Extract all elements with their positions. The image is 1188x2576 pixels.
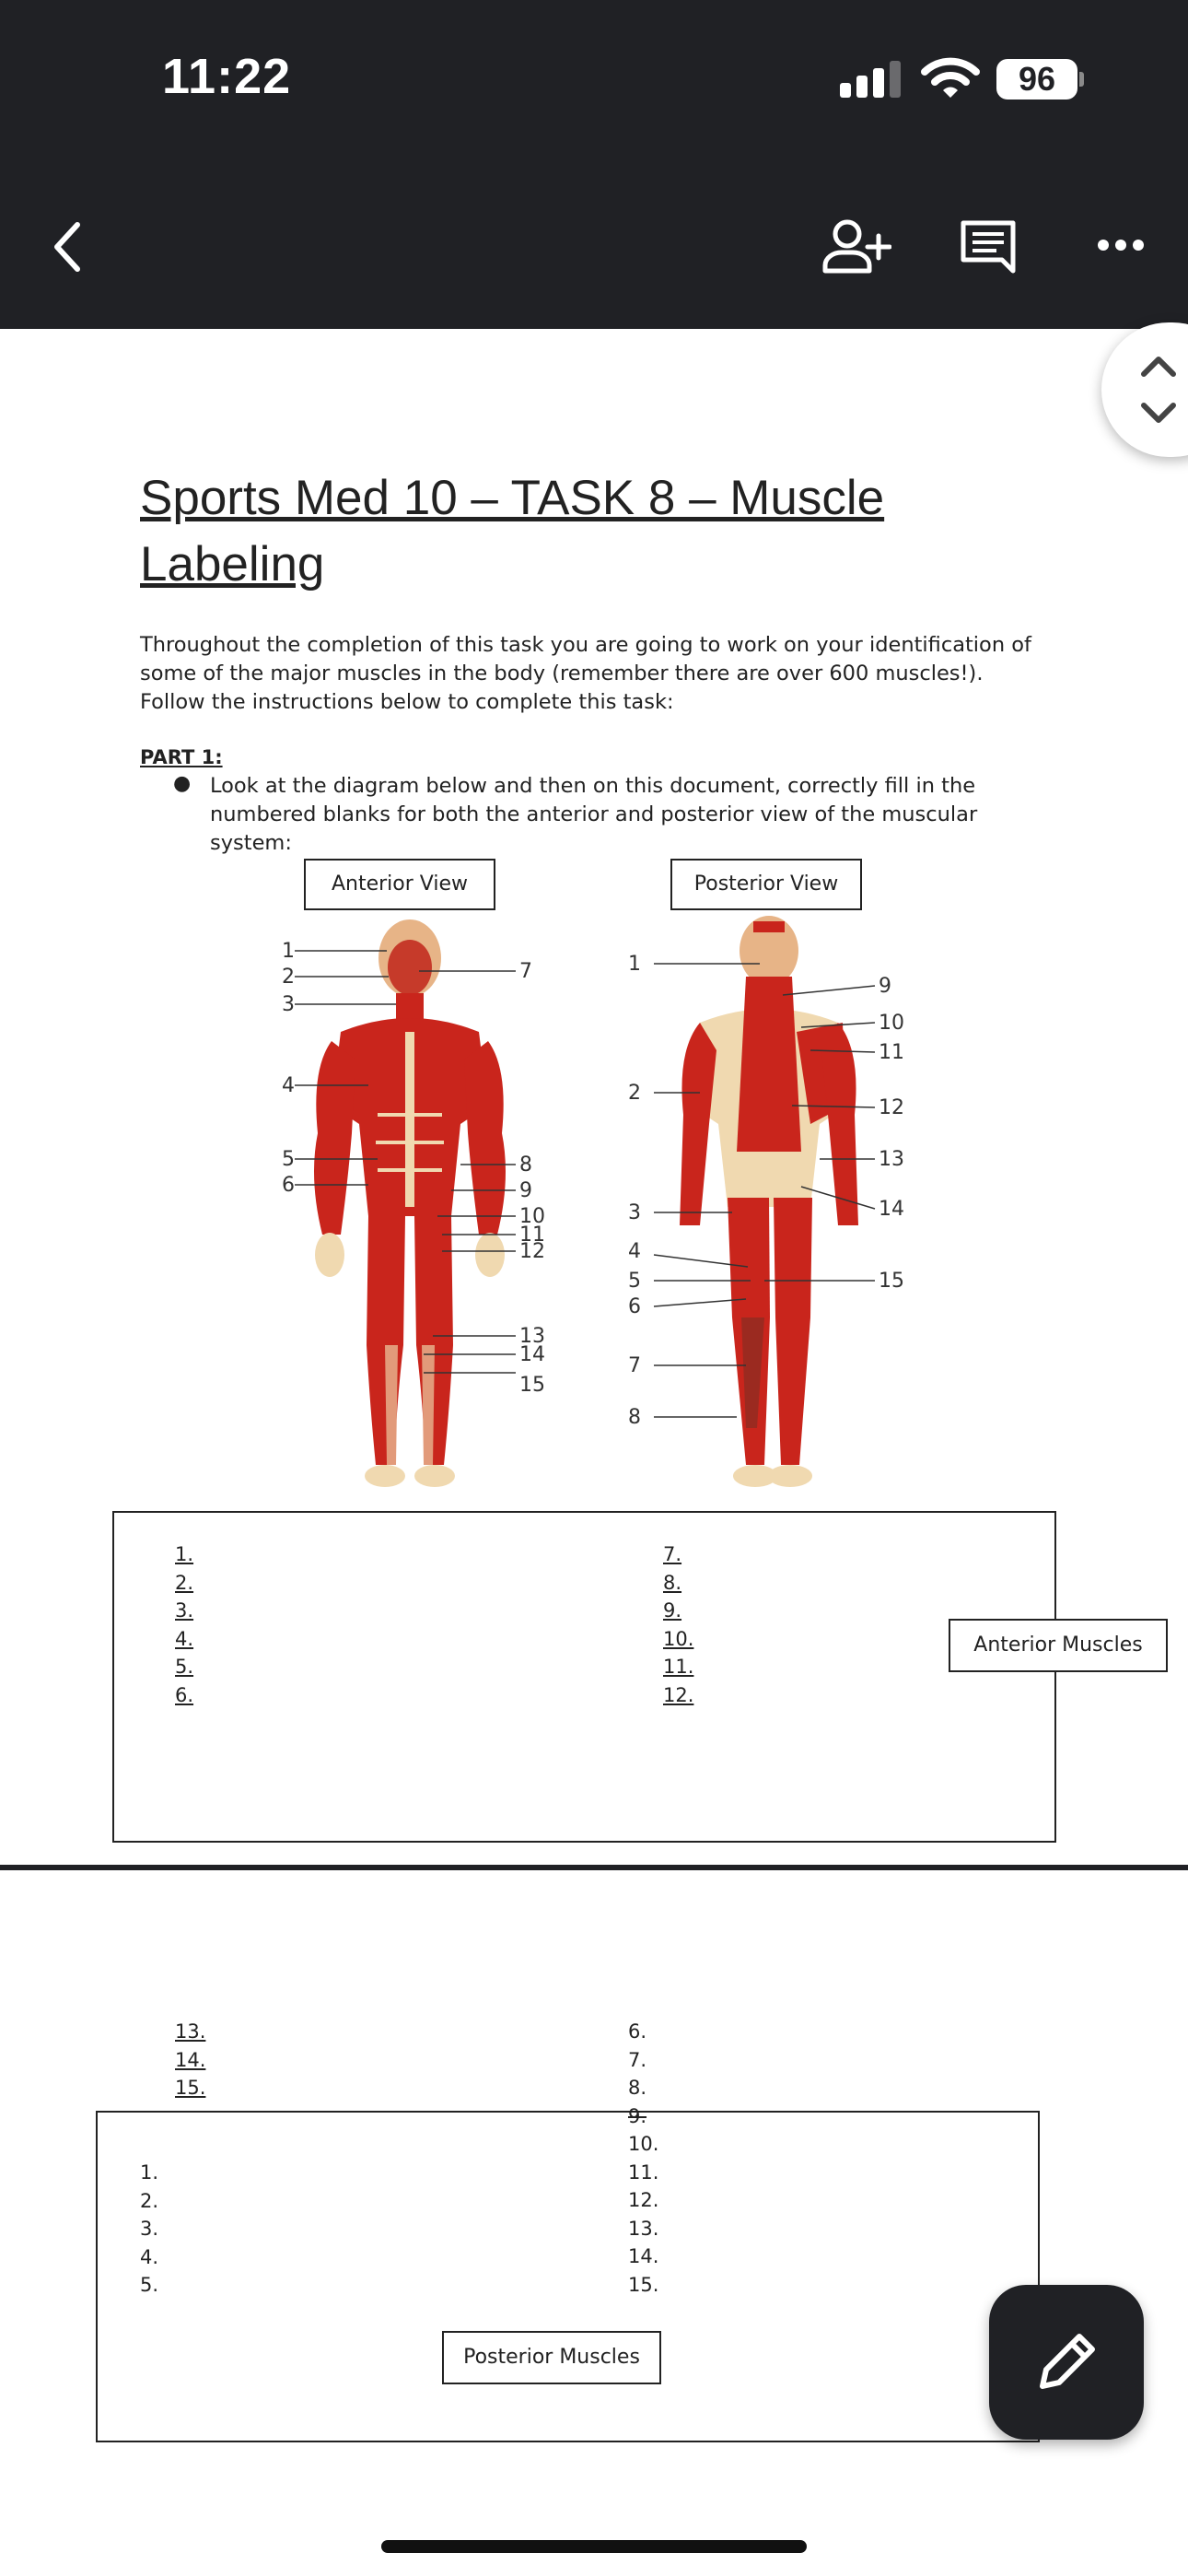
posterior-answer-box[interactable] <box>96 2111 1040 2442</box>
anterior-num: 9 <box>519 1179 532 1202</box>
posterior-num: 13 <box>879 1148 904 1171</box>
list-item[interactable]: 13. <box>175 2020 206 2043</box>
list-item[interactable]: 11. <box>663 1656 694 1678</box>
list-item[interactable]: 15. <box>175 2077 206 2099</box>
anterior-num: 14 <box>519 1343 545 1366</box>
wifi-icon <box>921 57 980 100</box>
more-horizontal-icon[interactable] <box>1096 238 1146 252</box>
list-item[interactable]: 11. <box>628 2160 659 2184</box>
list-item[interactable]: 6. <box>628 2020 647 2043</box>
list-item[interactable]: 14. <box>175 2048 206 2071</box>
list-item[interactable]: 2. <box>175 1571 194 1594</box>
anterior-list-left <box>175 1540 193 1709</box>
list-item[interactable]: 9. <box>663 1599 682 1622</box>
intro-paragraph: Throughout the completion of this task you are going to work on your identification of some of the major muscles in the body (remember there are over 600 muscles!). Follow the instructions below to complete this task: <box>140 633 1031 714</box>
posterior-num: 12 <box>879 1096 904 1119</box>
posterior-num: 9 <box>879 975 891 998</box>
list-item[interactable]: 12. <box>628 2189 659 2211</box>
anterior-answer-box[interactable] <box>112 1511 1056 1843</box>
list-item[interactable]: 4. <box>140 2245 159 2268</box>
top-toolbar <box>0 0 1188 329</box>
anterior-num: 4 <box>282 1074 295 1097</box>
list-item[interactable]: 15. <box>628 2273 659 2296</box>
home-indicator <box>381 2540 807 2553</box>
posterior-num: 5 <box>628 1270 641 1293</box>
anterior-view-label: Anterior View <box>304 859 495 910</box>
posterior-num: 3 <box>628 1201 641 1224</box>
anterior-num: 15 <box>519 1374 545 1397</box>
anterior-num: 5 <box>282 1148 295 1171</box>
list-item[interactable]: 8. <box>663 1571 682 1594</box>
list-item[interactable]: 8. <box>628 2077 647 2099</box>
list-item[interactable]: 10. <box>663 1627 694 1650</box>
list-item[interactable]: 5. <box>175 1656 194 1678</box>
document-title: Sports Med 10 – TASK 8 – Muscle Labeling <box>140 471 885 591</box>
list-item[interactable]: 2. <box>140 2189 159 2212</box>
page-scroll-control[interactable] <box>1101 322 1188 457</box>
list-item[interactable]: 12. <box>663 1683 694 1706</box>
scroll-arrows-icon[interactable] <box>1138 350 1179 429</box>
posterior-num: 2 <box>628 1082 641 1105</box>
list-item[interactable]: 9. <box>628 2104 647 2127</box>
battery-indicator: 96 <box>996 59 1077 100</box>
posterior-list-right <box>628 2018 658 2299</box>
anterior-num: 12 <box>519 1240 545 1263</box>
posterior-num: 7 <box>628 1354 641 1377</box>
list-item[interactable]: 1. <box>175 1543 194 1565</box>
battery-tip <box>1079 72 1084 87</box>
posterior-list-left <box>140 2159 158 2300</box>
add-person-icon[interactable] <box>821 217 891 275</box>
anterior-num: 3 <box>282 993 295 1016</box>
anterior-num: 2 <box>282 966 295 989</box>
list-item[interactable]: 14. <box>628 2245 659 2267</box>
posterior-num: 8 <box>628 1406 641 1429</box>
posterior-muscles-label: Posterior Muscles <box>442 2331 661 2384</box>
list-item[interactable]: 7. <box>628 2048 647 2071</box>
posterior-num: 11 <box>879 1041 904 1064</box>
posterior-figure <box>654 916 875 1487</box>
chevron-left-icon[interactable] <box>48 219 85 275</box>
instruction-text: Look at the diagram below and then on this document, correctly fill in the numbered blanks for both the anterior and posterior view of the muscular system: <box>210 774 978 855</box>
posterior-num: 14 <box>879 1198 904 1221</box>
anterior-num: 8 <box>519 1153 532 1177</box>
list-item[interactable]: 6. <box>175 1683 194 1706</box>
list-item[interactable]: 5. <box>140 2274 159 2296</box>
status-time: 11:22 <box>162 49 292 104</box>
anterior-num: 7 <box>519 960 532 983</box>
posterior-num: 15 <box>879 1270 904 1293</box>
anterior-num: 1 <box>282 940 295 963</box>
posterior-num: 6 <box>628 1295 641 1318</box>
list-item[interactable]: 13. <box>628 2217 659 2240</box>
anterior-num: 6 <box>282 1174 295 1197</box>
bullet-icon: ● <box>173 772 192 795</box>
anterior-muscles-label: Anterior Muscles <box>949 1619 1168 1672</box>
posterior-num: 10 <box>879 1012 904 1035</box>
anterior-num: 11 <box>519 1224 545 1247</box>
anterior-figure <box>295 919 516 1487</box>
list-item[interactable]: 7. <box>663 1543 682 1565</box>
anterior-num: 13 <box>519 1325 545 1348</box>
comment-icon[interactable] <box>960 217 1017 275</box>
list-item[interactable]: 10. <box>628 2133 659 2155</box>
anterior-list-cont <box>175 2018 205 2102</box>
page-break <box>0 1865 1188 1870</box>
list-item[interactable]: 1. <box>140 2161 159 2184</box>
posterior-view-label: Posterior View <box>670 859 862 910</box>
posterior-num: 4 <box>628 1240 641 1263</box>
anterior-num: 10 <box>519 1205 545 1228</box>
list-item[interactable]: 4. <box>175 1627 194 1650</box>
anterior-list-right <box>663 1540 693 1709</box>
list-item[interactable]: 3. <box>140 2218 159 2240</box>
list-item[interactable]: 3. <box>175 1599 194 1622</box>
part-heading: PART 1: <box>140 746 223 768</box>
signal-icon <box>840 61 903 98</box>
edit-button[interactable] <box>989 2285 1144 2440</box>
posterior-num: 1 <box>628 953 641 976</box>
pencil-icon[interactable] <box>1030 2325 1103 2399</box>
muscle-diagram <box>267 912 930 1502</box>
